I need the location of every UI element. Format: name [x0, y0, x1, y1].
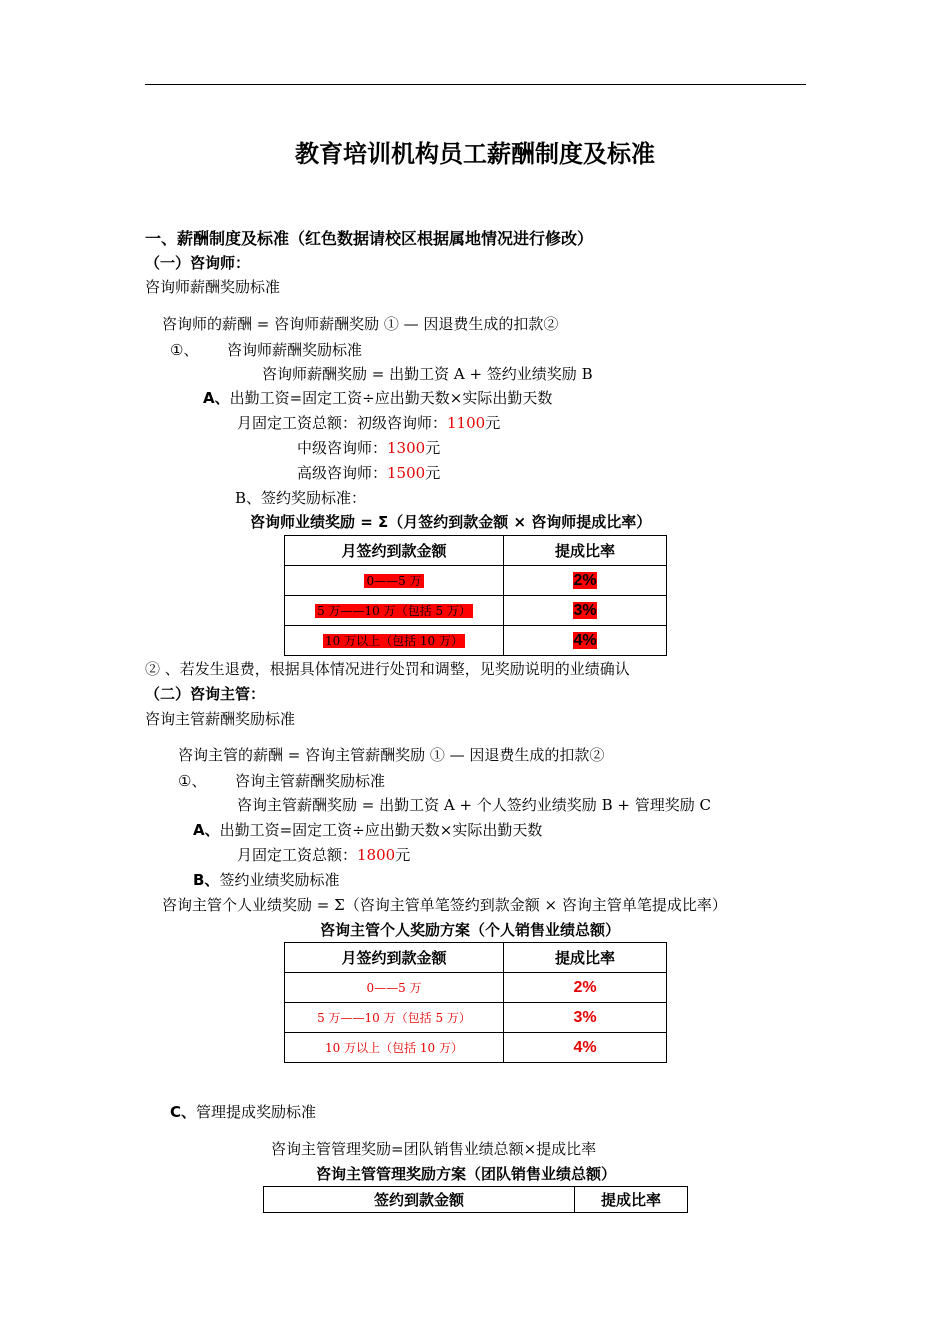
rate-cell: 4%: [573, 1038, 597, 1056]
range-cell: 0——5 万: [366, 981, 422, 995]
table-header-amount: 月签约到款金额: [285, 536, 504, 566]
supervisor-attendance-wage: A、出勤工资=固定工资÷应出勤天数×实际出勤天数: [193, 821, 543, 839]
supervisor-monthly-salary: 月固定工资总额：1800元: [237, 846, 411, 864]
table-row: [285, 1003, 667, 1033]
consultant-formula: 咨询师的薪酬 = 咨询师薪酬奖励 ① — 因退费生成的扣款②: [162, 315, 559, 333]
junior-salary: 月固定工资总额：初级咨询师：1100元: [237, 414, 501, 432]
supervisor-subtitle: 咨询主管薪酬奖励标准: [145, 710, 296, 728]
mid-salary: 中级咨询师：1300元: [297, 439, 441, 457]
rate-cell: 2%: [573, 571, 597, 589]
supervisor-table-title: 咨询主管个人奖励方案（个人销售业绩总额）: [320, 921, 621, 939]
supervisor-item1-label: 咨询主管薪酬奖励标准: [235, 772, 386, 790]
supervisor-reward-formula: 咨询主管薪酬奖励 = 出勤工资 A + 个人签约业绩奖励 B + 管理奖励 C: [237, 796, 711, 814]
signing-reward-standard: B、签约奖励标准：: [235, 489, 367, 507]
senior-salary: 高级咨询师：1500元: [297, 464, 441, 482]
table-row: [285, 973, 667, 1003]
consultant-attendance-wage: A、出勤工资=固定工资÷应出勤天数×实际出勤天数: [203, 389, 553, 407]
range-cell: 5 万——10 万（包括 5 万）: [317, 1011, 471, 1025]
consultant-item1-number: ①、: [170, 341, 199, 359]
table-row: [285, 626, 667, 656]
table-header-amount: 月签约到款金额: [285, 943, 504, 973]
range-cell: 5 万——10 万（包括 5 万）: [317, 604, 471, 618]
header-rule: [145, 84, 806, 85]
management-formula: 咨询主管管理奖励=团队销售业绩总额×提成比率: [271, 1140, 597, 1158]
table-row: [285, 566, 667, 596]
page-title: 教育培训机构员工薪酬制度及标准: [295, 140, 655, 168]
rate-cell: 3%: [573, 1008, 597, 1026]
supervisor-formula: 咨询主管的薪酬 = 咨询主管薪酬奖励 ① — 因退费生成的扣款②: [178, 746, 605, 764]
table-row: [285, 596, 667, 626]
management-reward-heading: C、管理提成奖励标准: [170, 1103, 317, 1121]
table-header-amount: 签约到款金额: [264, 1187, 575, 1213]
rate-cell: 2%: [573, 978, 597, 996]
supervisor-personal-formula: 咨询主管个人业绩奖励 = Σ（咨询主管单笔签约到款金额 × 咨询主管单笔提成比率）: [162, 896, 727, 914]
consultant-perf-formula: 咨询师业绩奖励 = Σ（月签约到款金额 × 咨询师提成比率）: [250, 513, 652, 531]
table-header-rate: 提成比率: [504, 536, 667, 566]
section-heading: 一、薪酬制度及标准（红色数据请校区根据属地情况进行修改）: [145, 229, 594, 248]
management-commission-table: [263, 1186, 688, 1213]
consultant-subtitle: 咨询师薪酬奖励标准: [145, 278, 281, 296]
consultant-commission-table: [284, 535, 667, 656]
table-header-rate: 提成比率: [575, 1187, 688, 1213]
consultant-item1-label: 咨询师薪酬奖励标准: [227, 341, 363, 359]
rate-cell: 4%: [573, 631, 597, 649]
supervisor-commission-table: [284, 942, 667, 1063]
consultant-heading: （一）咨询师：: [145, 254, 251, 272]
range-cell: 10 万以上（包括 10 万）: [325, 1041, 463, 1055]
refund-note: ② 、若发生退费，根据具体情况进行处罚和调整，见奖励说明的业绩确认: [145, 660, 630, 678]
consultant-reward-formula: 咨询师薪酬奖励 = 出勤工资 A + 签约业绩奖励 B: [262, 365, 593, 383]
supervisor-item1-number: ①、: [178, 772, 207, 790]
management-table-title: 咨询主管管理奖励方案（团队销售业绩总额）: [316, 1165, 617, 1183]
range-cell: 0——5 万: [366, 574, 422, 588]
range-cell: 10 万以上（包括 10 万）: [325, 634, 463, 648]
supervisor-heading: （二）咨询主管：: [145, 685, 266, 703]
table-row: [285, 1033, 667, 1063]
rate-cell: 3%: [573, 601, 597, 619]
table-header-rate: 提成比率: [504, 943, 667, 973]
supervisor-signing-reward: B、签约业绩奖励标准: [193, 871, 340, 889]
